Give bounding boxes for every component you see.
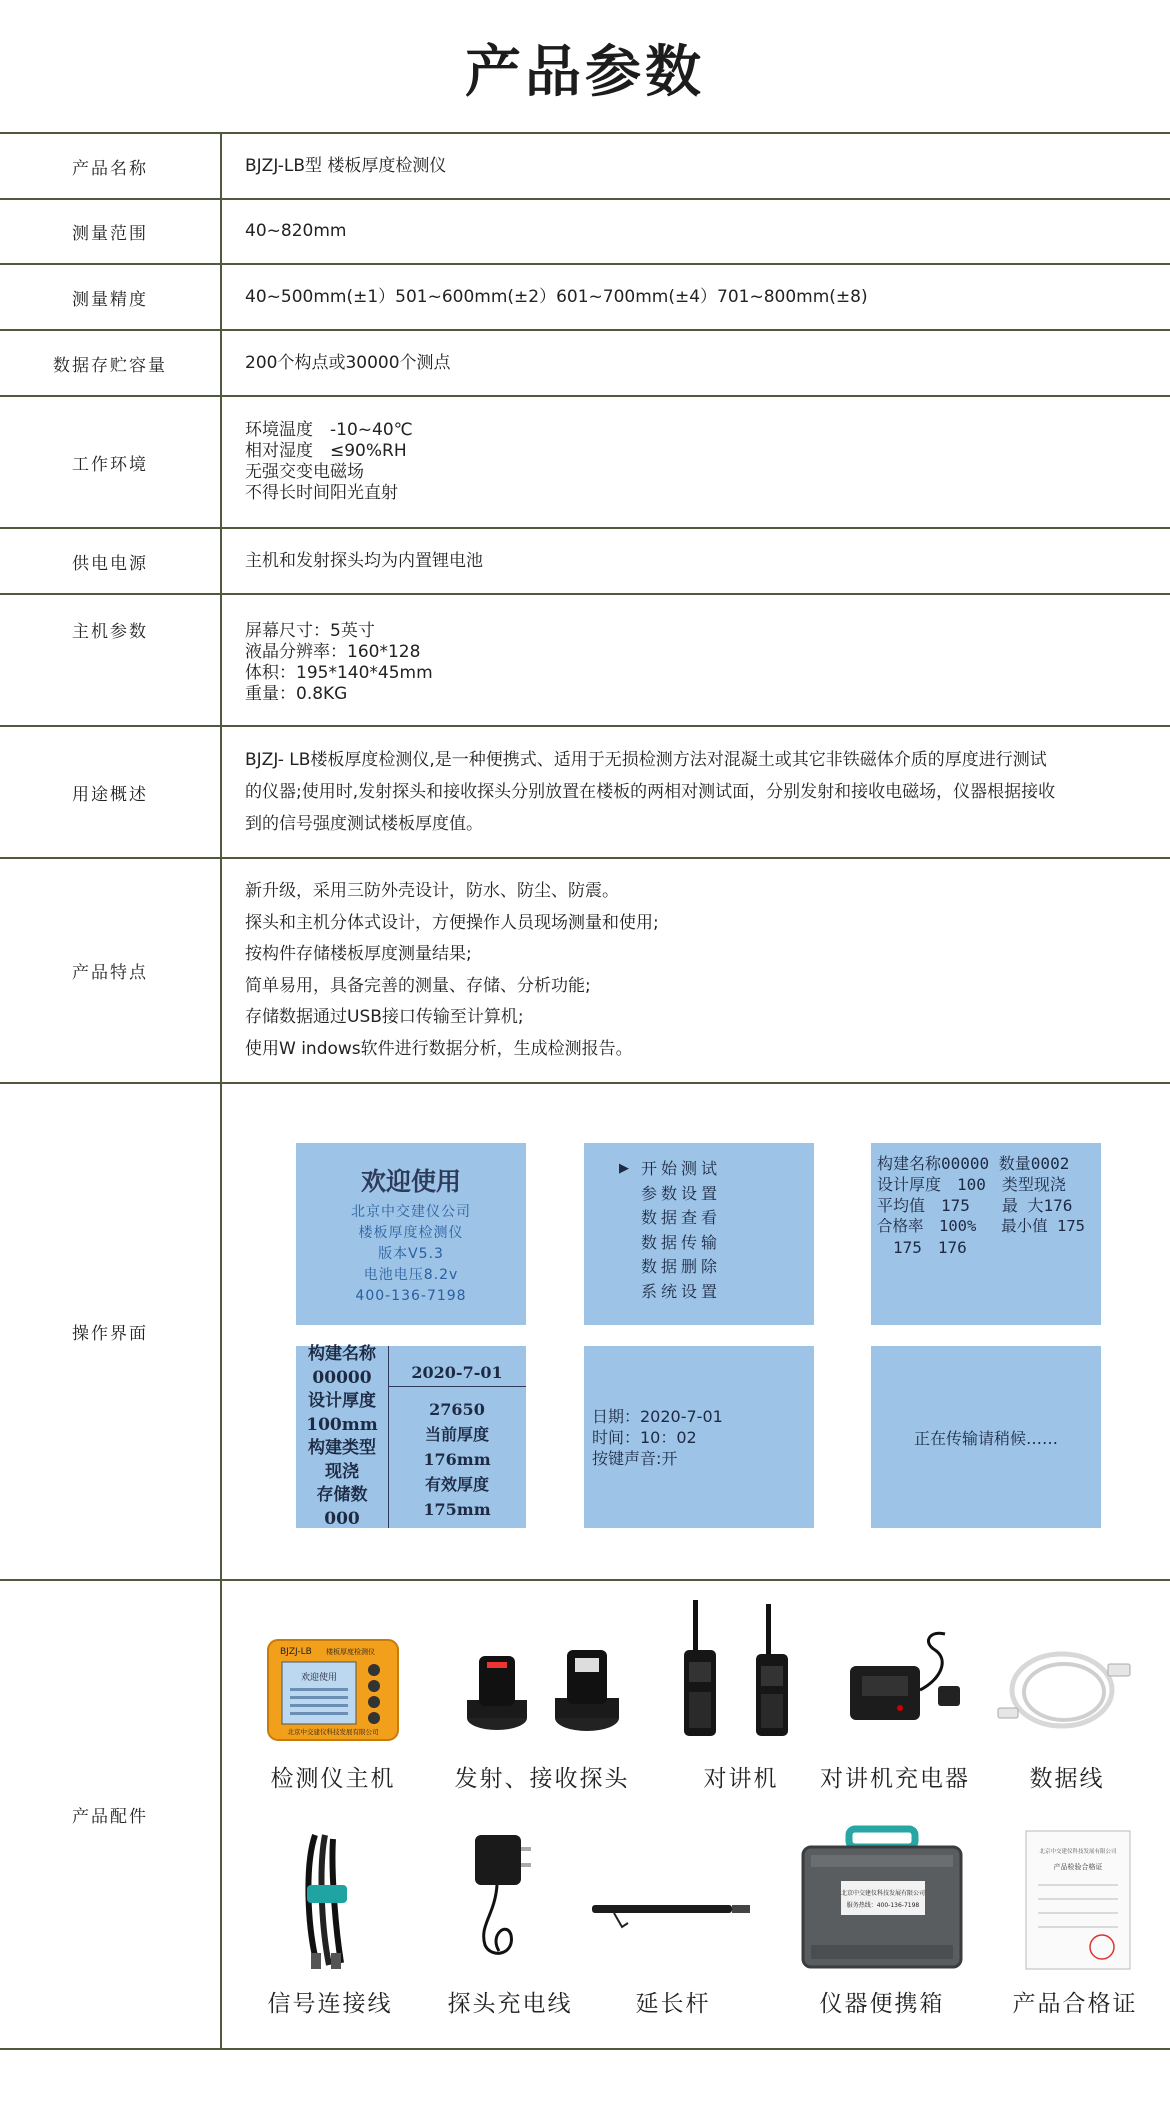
accessory-label: 对讲机充电器 [820, 1766, 970, 1792]
measure-left-line: 000 [324, 1508, 360, 1529]
row-usage [0, 725, 1170, 857]
row-label: 测量范围 [0, 200, 222, 263]
feature-line: 使用W indows软件进行数据分析，生成检测报告。 [245, 1038, 633, 1059]
certificate-icon [990, 1825, 1160, 1975]
measure-right-line: 176mm [423, 1450, 491, 1469]
screen-stats [871, 1143, 1101, 1325]
menu-item: 数据传输 [641, 1232, 722, 1252]
power-adapter-icon [425, 1825, 595, 1975]
row-label: 供电电源 [0, 529, 222, 593]
accessory-label: 产品合格证 [1012, 1991, 1138, 2017]
svg-text:欢迎使用: 欢迎使用 [300, 1673, 338, 1683]
stats-line: 175 176 [877, 1238, 967, 1257]
menu-cursor-icon: ▶ [619, 1161, 633, 1176]
probe-icon [457, 1600, 627, 1750]
accessory-label: 探头充电线 [447, 1991, 573, 2017]
measure-left-line: 00000 [312, 1367, 372, 1388]
measure-right-line: 27650 [429, 1400, 485, 1419]
row-storage [0, 329, 1170, 395]
row-label: 数据存贮容量 [0, 331, 222, 395]
settings-line: 日期：2020-7-01 [592, 1406, 723, 1426]
feature-line: 简单易用，具备完善的测量、存储、分析功能; [245, 975, 591, 996]
measure-left-line: 设计厚度 [308, 1391, 376, 1411]
measure-right-panel [388, 1346, 526, 1528]
stats-line: 设计厚度 100 类型现浇 [877, 1175, 1066, 1194]
menu-list [619, 1157, 722, 1304]
usage-line: 的仪器;使用时,发射探头和接收探头分别放置在楼板的两相对测试面，分别发射和接收电磁场，仪器根据接收 [245, 782, 1056, 802]
row-label: 测量精度 [0, 265, 222, 329]
usb-cable-icon [982, 1600, 1152, 1750]
svg-text:服务热线：400-136-7198: 服务热线：400-136-7198 [846, 1902, 920, 1909]
measure-left-line: 构建名称 [308, 1344, 376, 1364]
row-power [0, 527, 1170, 593]
row-features [0, 857, 1170, 1082]
row-host-params [0, 593, 1170, 725]
measure-date: 2020-7-01 [388, 1360, 526, 1387]
measure-right-line: 175mm [423, 1500, 491, 1519]
signal-cable-icon [245, 1825, 415, 1975]
measure-left-panel [296, 1346, 389, 1528]
stats-line: 构建名称00000 数量0002 [877, 1154, 1070, 1173]
svg-text:北京中交建仪科技发展有限公司: 北京中交建仪科技发展有限公司 [287, 1728, 379, 1736]
settings-line: 按键声音:开 [592, 1448, 678, 1468]
row-precision [0, 263, 1170, 329]
carry-case-icon [797, 1825, 967, 1975]
extension-rod-icon [588, 1825, 758, 1975]
svg-text:产品检验合格证: 产品检验合格证 [1053, 1863, 1103, 1871]
welcome-title: 欢迎使用 [360, 1166, 461, 1196]
env-line: 无强交变电磁场 [245, 462, 364, 482]
row-measure-range [0, 198, 1170, 263]
row-label: 产品配件 [0, 1581, 222, 2048]
measure-right-line: 当前厚度 [424, 1425, 489, 1444]
row-product-name [0, 132, 1170, 198]
feature-line: 存储数据通过USB接口传输至计算机; [245, 1007, 524, 1027]
host-line: 体积：195*140*45mm [245, 663, 433, 683]
row-value: 40~500mm(±1）501~600mm(±2）601~700mm(±4）701~800mm(±8) [245, 286, 868, 307]
menu-item: 数据查看 [641, 1208, 722, 1227]
welcome-line: 电池电压8.2v [363, 1266, 459, 1283]
welcome-line: 北京中交建仪公司 [351, 1203, 471, 1220]
accessory-label: 发射、接收探头 [454, 1766, 630, 1792]
row-environment [0, 395, 1170, 527]
accessory-label: 延长杆 [635, 1991, 711, 2017]
feature-line: 新升级，采用三防外壳设计，防水、防尘、防震。 [245, 881, 619, 901]
screen-settings [584, 1346, 814, 1528]
measure-left-line: 100mm [306, 1414, 378, 1435]
feature-line: 按构件存储楼板厚度测量结果; [245, 944, 472, 964]
measure-left-line: 现浇 [325, 1461, 359, 1482]
menu-item: ▶ 开始测试 [641, 1157, 721, 1182]
menu-item: 参数设置 [641, 1183, 722, 1203]
row-label: 产品名称 [0, 134, 222, 198]
row-value: 主机和发射探头均为内置锂电池 [245, 550, 483, 571]
row-value: 40~820mm [245, 221, 347, 241]
accessory-label: 信号连接线 [267, 1991, 393, 2017]
menu-item: 数据删除 [641, 1257, 722, 1276]
row-label: 产品特点 [0, 859, 222, 1082]
host-line: 液晶分辨率：160*128 [245, 642, 421, 662]
stats-line: 合格率 100% 最小值 175 [877, 1217, 1085, 1235]
accessory-label: 仪器便携箱 [819, 1991, 945, 2017]
accessory-label: 数据线 [1029, 1766, 1105, 1792]
screen-menu [584, 1143, 814, 1325]
stats-line: 平均值 175 最 大176 [877, 1196, 1073, 1215]
row-value: 200个构点或30000个测点 [245, 352, 451, 373]
row-label: 工作环境 [0, 397, 222, 527]
env-line: 相对湿度 ≤90%RH [245, 441, 407, 461]
page-title: 产品参数 [465, 40, 705, 105]
measure-left-line: 存储数 [316, 1485, 368, 1505]
usage-line: 到的信号强度测试楼板厚度值。 [245, 814, 483, 834]
welcome-line: 400-136-7198 [355, 1287, 467, 1304]
measure-right-line: 有效厚度 [424, 1475, 489, 1494]
host-line: 屏幕尺寸：5英寸 [245, 621, 375, 641]
row-value: BJZJ-LB型 楼板厚度检测仪 [245, 155, 447, 176]
screen-measure [296, 1346, 526, 1528]
svg-text:北京中交建仪科技发展有限公司: 北京中交建仪科技发展有限公司 [1039, 1849, 1117, 1855]
row-label: 用途概述 [0, 727, 222, 857]
walkie-talkie-icon [656, 1600, 826, 1750]
screen-transfer [871, 1346, 1101, 1528]
accessory-label: 检测仪主机 [270, 1766, 396, 1792]
host-line: 重量：0.8KG [245, 684, 348, 704]
menu-item: 系统设置 [641, 1281, 722, 1301]
row-label: 主机参数 [0, 595, 222, 725]
charger-dock-icon [810, 1600, 980, 1750]
host-device-icon [248, 1600, 418, 1750]
accessory-label: 对讲机 [703, 1766, 779, 1792]
env-line: 不得长时间阳光直射 [245, 483, 398, 503]
row-label: 操作界面 [0, 1084, 222, 1579]
transfer-text: 正在传输请稍候…… [913, 1428, 1058, 1448]
svg-text:BJZJ-LB: BJZJ-LB [280, 1647, 312, 1657]
feature-line: 探头和主机分体式设计，方便操作人员现场测量和使用; [245, 912, 659, 933]
measure-left-line: 构建类型 [308, 1438, 376, 1458]
svg-text:楼板厚度检测仪: 楼板厚度检测仪 [326, 1648, 375, 1656]
env-line: 环境温度 -10~40℃ [245, 420, 413, 440]
welcome-line: 楼板厚度检测仪 [358, 1224, 464, 1241]
svg-text:北京中交建仪科技发展有限公司: 北京中交建仪科技发展有限公司 [840, 1890, 926, 1897]
welcome-line: 版本V5.3 [378, 1245, 444, 1262]
screen-welcome [296, 1143, 526, 1325]
usage-line: BJZJ- LB楼板厚度检测仪,是一种便携式、适用于无损检测方法对混凝土或其它非铁磁体介质的厚度进行测试 [245, 750, 1047, 770]
settings-line: 时间：10：02 [592, 1427, 697, 1447]
